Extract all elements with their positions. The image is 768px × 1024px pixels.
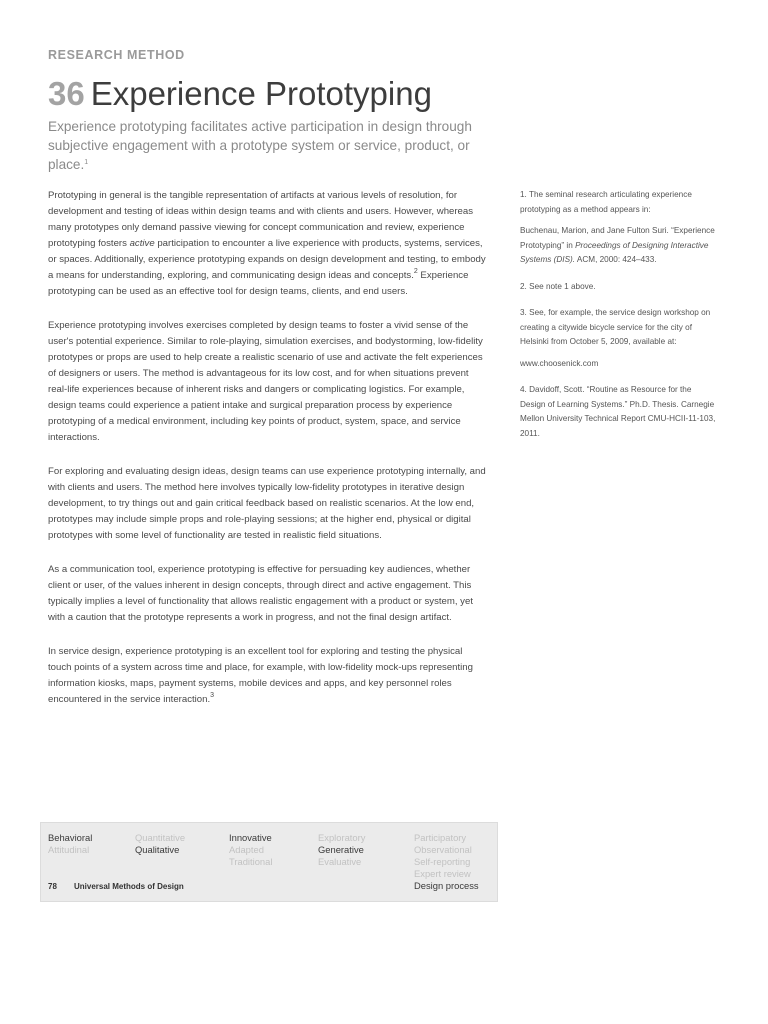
- citation-text: Buchenau, Marion, and Jane Fulton Suri. “Experience Prototyping” in: [520, 226, 715, 250]
- tag-generative: Generative: [318, 844, 364, 855]
- body-paragraph-1: [48, 188, 488, 300]
- footnote-ref: 1: [84, 159, 89, 166]
- classification-panel: [40, 822, 498, 902]
- tag-adapted: Adapted: [229, 844, 264, 855]
- tag-behavioral: Behavioral: [48, 832, 93, 843]
- citation-text: ACM, 2000: 424–433.: [575, 255, 657, 264]
- tag-quantitative: Quantitative: [135, 832, 186, 843]
- book-title: Universal Methods of Design: [74, 882, 184, 891]
- section-label: RESEARCH METHOD: [48, 48, 185, 62]
- body-paragraph-4: As a communication tool, experience prototyping is effective for persuading key audiences, whether client or user, of the values inherent in design concepts, through direct and active engagement. This typically implies a level of functionality that allows realistic engagement with a product or system, yet with a caution that the prototype represents a work in progress, and not the final design artifact.: [48, 564, 473, 623]
- note-3-url[interactable]: www.choosenick.com: [520, 358, 599, 368]
- body-paragraph-3: For exploring and evaluating design ideas, design teams can use experience prototyping internally, and with clients and users. The method here involves typically low-fidelity prototypes in iterative design development, to try things out and gain critical feedback based on realistic scenarios. At the low end, prototypes may include simple props and role-playing sessions; at the higher end, physical or digital prototypes with some level of functionality are tested in realistic field situations.: [48, 466, 486, 541]
- page-title: [48, 74, 432, 121]
- intro-text: Experience prototyping facilitates active participation in design through subjective engagement with a prototype system or service, product, or place.: [48, 119, 472, 172]
- paragraph-text: Experience prototyping can be used as an effective tool for design teams, clients, and end users.: [48, 270, 469, 297]
- note-2: 2. See note 1 above.: [520, 281, 596, 291]
- tag-evaluative: Evaluative: [318, 856, 362, 867]
- footnote-ref: 3: [210, 692, 215, 699]
- tag-exploratory: Exploratory: [318, 832, 366, 843]
- tag-observational: Observational: [414, 844, 472, 855]
- tag-expert-review: Expert review: [414, 868, 471, 879]
- tag-self-reporting: Self-reporting: [414, 856, 471, 867]
- tag-qualitative: Qualitative: [135, 844, 180, 855]
- body-paragraph-2: Experience prototyping involves exercises completed by design teams to foster a vivid sense of the user's potential experience. Similar to role-playing, simulation exercises, and bodystorming, low-fidelity prototypes or props are used to help create a realistic scenario of use and activate the felt experiences of designers or users. The method is advantageous for its low cost, and for when situations prevent real-life experiences because of inherent risks and dangers or complicating logistics. For example, design teams could experience a patient intake and surgical preparation process by experience prototyping of a medical environment, including key points of product, system, space, and service interactions.: [48, 320, 483, 443]
- paragraph-text: In service design, experience prototyping is an excellent tool for exploring and testing the physical touch points of a system across time and place, for example, with low-fidelity mock-ups representing information kiosks, maps, payment systems, mobile devices and apps, and key personnel roles encountered in the service interaction.: [48, 646, 473, 705]
- body-paragraph-5: [48, 644, 488, 708]
- body-text-column: [48, 188, 488, 726]
- note-1-intro: 1. The seminal research articulating experience prototyping as a method appears in:: [520, 190, 692, 214]
- tag-design-process: Design process: [414, 880, 479, 891]
- tag-attitudinal: Attitudinal: [48, 844, 90, 855]
- tag-participatory: Participatory: [414, 832, 467, 843]
- tag-traditional: Traditional: [229, 856, 273, 867]
- note-1-citation: [520, 224, 716, 268]
- tag-innovative: Innovative: [229, 832, 272, 843]
- paragraph-text: Prototyping in general is the tangible representation of artifacts at various levels of resolution, for development and testing of ideas within design teams and with clients and users. However, whereas many prototypes only demand passive viewing for concept communication and review, experience prototyping fosters: [48, 190, 474, 249]
- footnote-ref: 2: [413, 268, 418, 275]
- citation-emphasis: Proceedings of Designing Interactive Systems (DIS).: [520, 240, 709, 264]
- note-3: 3. See, for example, the service design workshop on creating a citywide bicycle service for the city of Helsinki from October 5, 2009, available at:: [520, 308, 711, 346]
- note-4: 4. Davidoff, Scott. “Routine as Resource for the Design of Learning Systems.” Ph.D. Thesis. Carnegie Mellon University Technical Report CMU-HCII-11-103, 2011.: [520, 385, 716, 438]
- emphasis-text: active: [129, 238, 155, 249]
- intro-summary: [48, 117, 488, 174]
- method-number: 36: [48, 75, 85, 112]
- paragraph-text: participation to encounter a live experience with products, systems, services, or spaces. Additionally, experience prototyping expands on design development and testing, to embody a means for understanding, exploring, and communicating design ideas and concepts.: [48, 238, 486, 281]
- method-title: Experience Prototyping: [90, 75, 432, 112]
- sidebar-notes: [520, 188, 716, 448]
- page-number: 78: [48, 882, 57, 891]
